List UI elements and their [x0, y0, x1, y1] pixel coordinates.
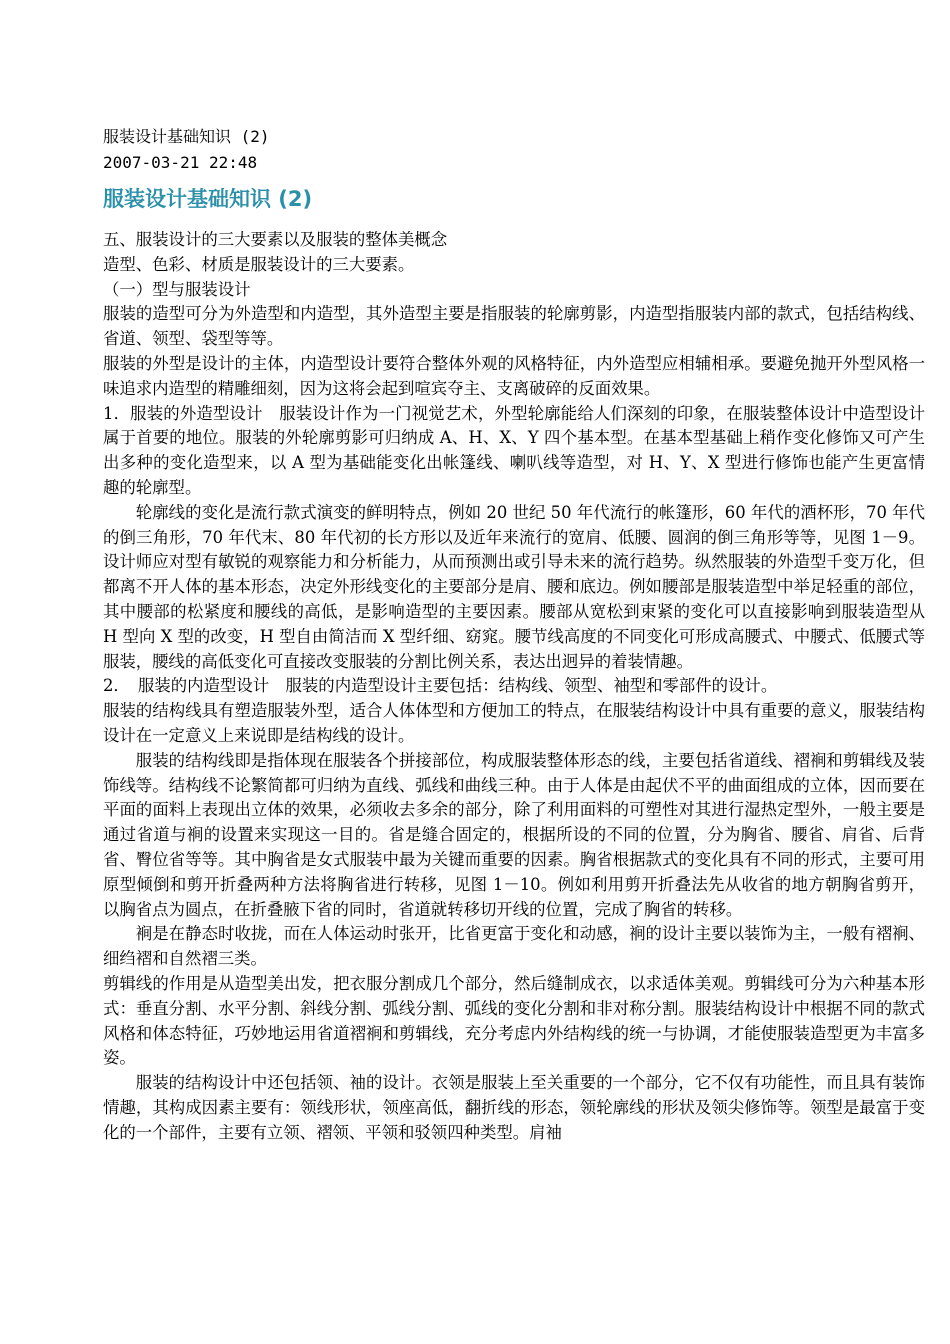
paragraph: 服装的结构设计中还包括领、袖的设计。衣领是服装上至关重要的一个部分，它不仅有功能性，而且具有装饰情趣，其构成因素主要有：领线形状，领座高低，翻折线的形态，领轮廓线的形状及领尖修饰等。领型是最富于变化的一个部件，主要有立领、褶领、平领和驳领四种类型。肩袖 — [103, 1073, 925, 1142]
document-page — [103, 124, 925, 1145]
paragraph: 2． 服装的内造型设计 服装的内造型设计主要包括：结构线、领型、袖型和零部件的设计。 — [103, 676, 778, 696]
paragraph: 服装的外型是设计的主体，内造型设计要符合整体外观的风格特征，内外造型应相辅相承。要避免抛开外型风格一味追求内造型的精雕细刻，因为这将会起到喧宾夺主、支离破碎的反面效果。 — [103, 353, 925, 398]
paragraph: 服装的结构线即是指体现在服装各个拼接部位，构成服装整体形态的线，主要包括省道线、褶裥和剪辑线及装饰线等。结构线不论繁简都可归纳为直线、弧线和曲线三种。由于人体是由起伏不平的曲面组成的立体，因而要在平面的面料上表现出立体的效果，必须收去多余的部分，除了利用面料的可塑性对其进行湿热定型外，一般主要是通过省道与裥的设置来实现这一目的。省是缝合固定的，根据所设的不同的位置，分为胸省、腰省、肩省、后背省、臀位省等等。其中胸省是女式服装中最为关键而重要的因素。胸省根据款式的变化具有不同的形式，主要可用原型倾倒和剪开折叠两种方法将胸省进行转移，见图 1－10。例如利用剪开折叠法先从收省的地方朝胸省剪开，以胸省点为圆点，在折叠腋下省的同时，省道就转移切开线的位置，完成了胸省的转移。 — [103, 750, 925, 919]
paragraph: 服装的造型可分为外造型和内造型，其外造型主要是指服装的轮廓剪影，内造型指服装内部的款式，包括结构线、省道、领型、袋型等等。 — [103, 304, 925, 349]
paragraph: （一）型与服装设计 — [103, 279, 251, 299]
paragraph: 五、服装设计的三大要素以及服装的整体美概念 — [103, 230, 448, 249]
paragraph: 1．服装的外造型设计 服装设计作为一门视觉艺术，外型轮廓能给人们深刻的印象，在服装整体设计中造型设计属于首要的地位。服装的外轮廓剪影可归纳成 A、H、X、Y 四个基本型。在基本型基础上稍作变化修饰又可产生出多种的变化造型来，以 A 型为基础能变化出帐篷线、喇叭线等造型，对 H、Y、X 型进行修饰也能产生更富情趣的轮廓型。 — [103, 403, 925, 497]
document-body — [103, 228, 925, 1145]
page-title: 服装设计基础知识 (2) — [103, 187, 313, 211]
paragraph: 剪辑线的作用是从造型美出发，把衣服分割成几个部分，然后缝制成衣，以求适体美观。剪辑线可分为六种基本形式：垂直分割、水平分割、斜线分割、弧线分割、弧线的变化分割和非对称分割。服装结构设计中根据不同的款式风格和体态特征，巧妙地运用省道褶裥和剪辑线，充分考虑内外结构线的统一与协调，才能使服装造型更为丰富多姿。 — [103, 973, 925, 1068]
paragraph: 轮廓线的变化是流行款式演变的鲜明特点，例如 20 世纪 50 年代流行的帐篷形，60 年代的酒杯形，70 年代的倒三角形，70 年代末、80 年代初的长方形以及近年来流行的宽肩、低腰、圆润的倒三角形等等，见图 1－9。设计师应对型有敏锐的观察能力和分析能力，从而预测出或引导未来的流行趋势。纵然服装的外造型千变万化，但都离不开人体的基本形态，决定外形线变化的主要部分是肩、腰和底边。例如腰部是服装造型中举足轻重的部位，其中腰部的松紧度和腰线的高低，是影响造型的主要因素。腰部从宽松到束紧的变化可以直接影响到服装造型从 H 型向 X 型的改变，H 型自由简洁而 X 型纤细、窈窕。腰节线高度的不同变化可形成高腰式、中腰式、低腰式等服装，腰线的高低变化可直接改变服装的分割比例关系，表达出迥异的着装情趣。 — [103, 502, 925, 671]
timestamp: 2007-03-21 22:48 — [103, 153, 258, 172]
paragraph: 造型、色彩、材质是服装设计的三大要素。 — [103, 254, 415, 274]
doc-title-line: 服装设计基础知识 (2) — [103, 127, 270, 146]
paragraph: 裥是在静态时收拢，而在人体运动时张开，比省更富于变化和动感，裥的设计主要以装饰为主，一般有褶裥、细绉褶和自然褶三类。 — [103, 924, 925, 969]
paragraph: 服装的结构线具有塑造服装外型，适合人体体型和方便加工的特点，在服装结构设计中具有重要的意义，服装结构设计在一定意义上来说即是结构线的设计。 — [103, 701, 925, 745]
